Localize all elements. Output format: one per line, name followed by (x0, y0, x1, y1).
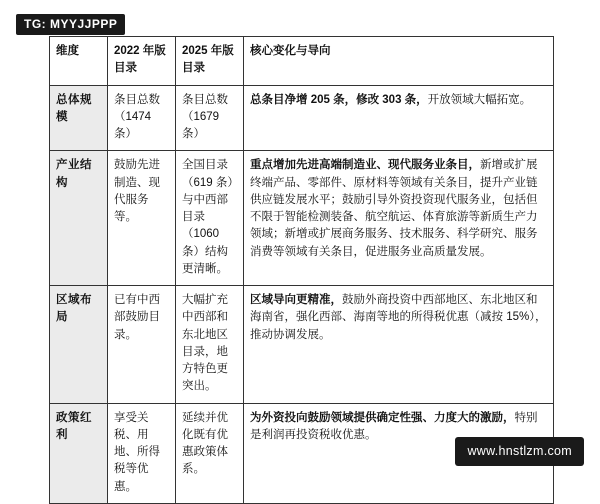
row-change-value (244, 151, 554, 286)
header-2025: 2025 年版目录 (176, 37, 244, 86)
tag-badge: TG: MYYJJPPP (16, 14, 125, 35)
row-2025-value: 大幅扩充中西部和东北地区目录，地方特色更突出。 (176, 286, 244, 404)
row-2022-value: 鼓励先进制造、现代服务等。 (108, 151, 176, 286)
header-2022: 2022 年版目录 (108, 37, 176, 86)
row-2022-value: 条目总数（1474 条） (108, 85, 176, 151)
row-2022-value: 享受关税、用地、所得税等优惠。 (108, 403, 176, 503)
row-2025-value: 全国目录（619 条）与中西部目录（1060 条）结构更清晰。 (176, 151, 244, 286)
watermark-label: www.hnstlzm.com (455, 437, 584, 466)
row-change-value (244, 85, 554, 151)
comparison-table (49, 36, 554, 504)
row-dimension-label: 政策红利 (50, 403, 108, 503)
row-change-rest: 鼓励外商投资中西部地区、东北地区和海南省，强化西部、海南等地的所得税优惠（减按 15%），推动协调发展。 (250, 294, 547, 341)
row-change-lead: 总条目净增 205 条，修改 303 条， (250, 93, 428, 106)
row-2022-value: 已有中西部鼓励目录。 (108, 286, 176, 404)
row-change-rest: 开放领域大幅拓宽。 (427, 93, 532, 106)
header-change: 核心变化与导向 (244, 37, 554, 86)
comparison-table-container (49, 36, 553, 504)
header-dimension: 维度 (50, 37, 108, 86)
table-header-row (50, 37, 554, 86)
row-2025-value: 条目总数（1679 条） (176, 85, 244, 151)
table-row (50, 85, 554, 151)
row-change-value (244, 286, 554, 404)
row-dimension-label: 总体规模 (50, 85, 108, 151)
row-change-rest: 新增或扩展终端产品、零部件、原材料等领域有关条目，提升产业链供应链发展水平；鼓励引导外资投资现代服务业，包括但不限于智能检测装备、航空航运、体育旅游等新质生产力领域；新增或扩展商务服务、技术服务、科学研究、服务消费等领域有关条目，促进服务业高质量发展。 (250, 159, 538, 258)
row-change-lead: 区域导向更精准， (250, 294, 342, 306)
table-row (50, 151, 554, 286)
row-dimension-label: 区域布局 (50, 286, 108, 404)
row-2025-value: 延续并优化既有优惠政策体系。 (176, 403, 244, 503)
row-change-rest: 特别是利润再投资税收优惠。 (250, 411, 538, 441)
row-change-lead: 重点增加先进高端制造业、现代服务业条目， (250, 159, 480, 172)
table-row (50, 286, 554, 404)
row-change-lead: 为外资投向鼓励领域提供确定性强、力度大的激励， (250, 411, 515, 424)
row-dimension-label: 产业结构 (50, 151, 108, 286)
